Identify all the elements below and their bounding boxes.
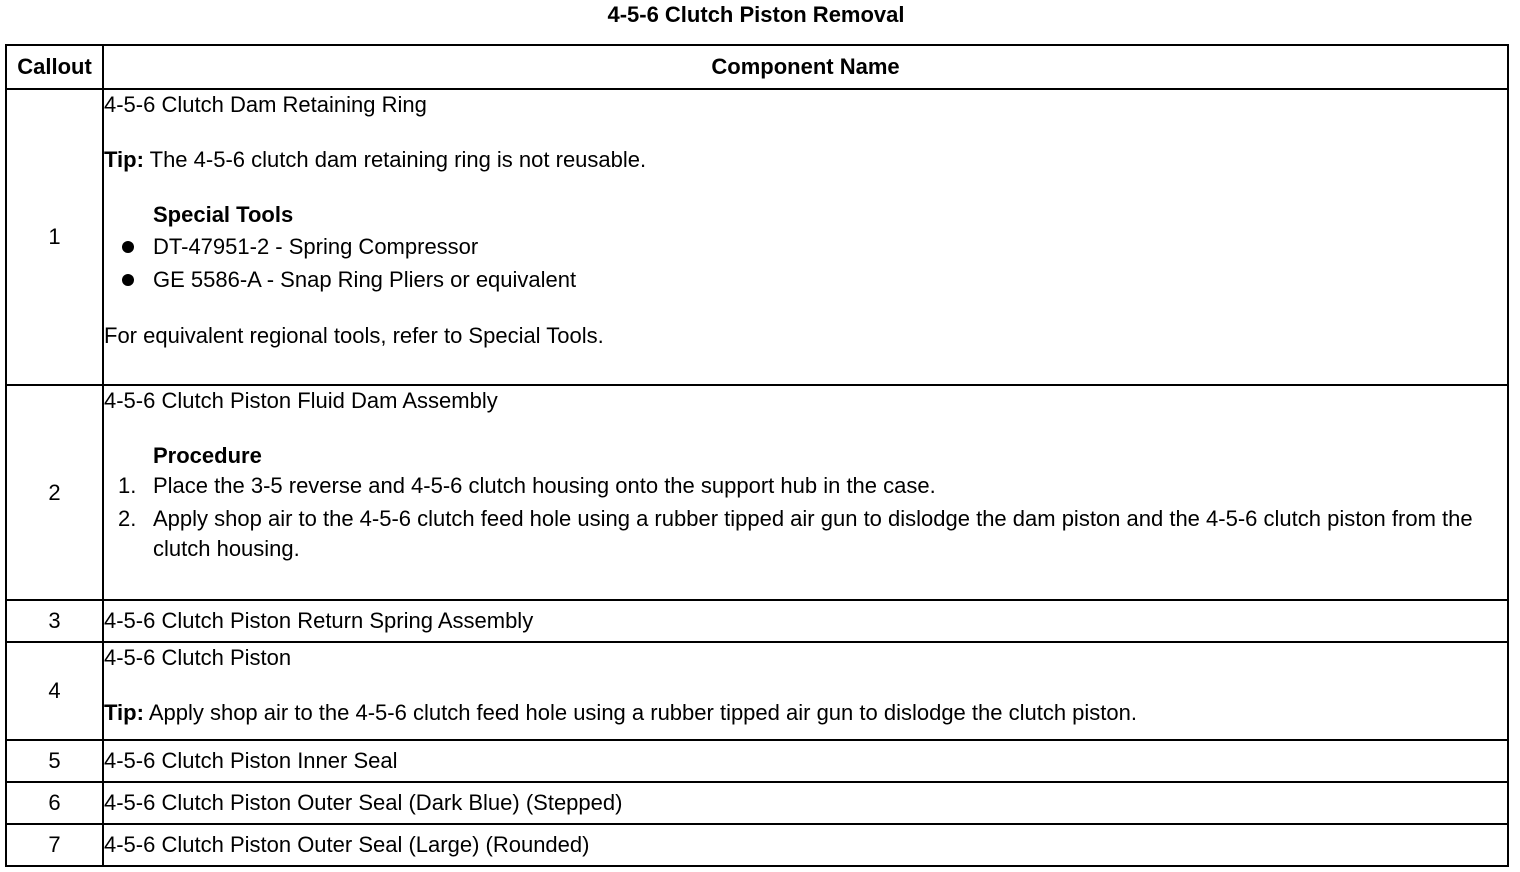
callout-table <box>5 44 1509 867</box>
list-item <box>104 471 1507 501</box>
callout-number: 2 <box>6 385 103 600</box>
table-row <box>6 600 1508 642</box>
component-name: 4-5-6 Clutch Piston <box>104 645 292 670</box>
special-tools-list <box>104 230 1507 296</box>
table-row <box>6 385 1508 600</box>
tip-label: Tip: <box>104 147 144 172</box>
tool-text: GE 5586-A - Snap Ring Pliers or equivalent <box>153 267 577 292</box>
component-name: 4-5-6 Clutch Piston Outer Seal (Dark Blue) (Stepped) <box>103 782 1508 824</box>
component-name: 4-5-6 Clutch Piston Fluid Dam Assembly <box>104 388 498 413</box>
component-name: 4-5-6 Clutch Dam Retaining Ring <box>104 92 427 117</box>
step-text: Apply shop air to the 4-5-6 clutch feed hole using a rubber tipped air gun to dislodge the dam piston and the 4-5-6 clutch piston from the clutch housing. <box>153 506 1473 561</box>
callout-number: 4 <box>6 642 103 740</box>
header-component-name: Component Name <box>103 45 1508 89</box>
step-number: 1. <box>118 473 137 498</box>
bullet-icon <box>122 241 134 253</box>
component-cell <box>103 385 1508 600</box>
component-name: 4-5-6 Clutch Piston Outer Seal (Large) (Rounded) <box>103 824 1508 866</box>
step-text: Place the 3-5 reverse and 4-5-6 clutch housing onto the support hub in the case. <box>153 473 936 498</box>
procedure-heading: Procedure <box>153 443 262 468</box>
table-row <box>6 824 1508 866</box>
component-cell <box>103 642 1508 740</box>
list-item <box>104 230 1507 263</box>
callout-number: 5 <box>6 740 103 782</box>
tip-text: Apply shop air to the 4-5-6 clutch feed hole using a rubber tipped air gun to dislodge the clutch piston. <box>143 700 1138 725</box>
callout-number: 7 <box>6 824 103 866</box>
tip-note <box>104 698 1507 728</box>
table-row <box>6 740 1508 782</box>
step-number: 2. <box>118 506 137 531</box>
list-item <box>104 504 1507 564</box>
callout-number: 6 <box>6 782 103 824</box>
page-title: 4-5-6 Clutch Piston Removal <box>607 2 905 27</box>
tip-text: The 4-5-6 clutch dam retaining ring is not reusable. <box>143 147 647 172</box>
tool-text: DT-47951-2 - Spring Compressor <box>153 234 479 259</box>
table-row <box>6 89 1508 385</box>
procedure-steps <box>104 471 1507 564</box>
table-header-row <box>6 45 1508 89</box>
special-tools-heading: Special Tools <box>153 202 294 227</box>
tip-note <box>104 145 1507 175</box>
tip-label: Tip: <box>104 700 144 725</box>
table-row <box>6 642 1508 740</box>
component-name: 4-5-6 Clutch Piston Return Spring Assembly <box>103 600 1508 642</box>
callout-number: 1 <box>6 89 103 385</box>
component-name: 4-5-6 Clutch Piston Inner Seal <box>103 740 1508 782</box>
callout-number: 3 <box>6 600 103 642</box>
component-cell <box>103 89 1508 385</box>
list-item <box>104 263 1507 296</box>
bullet-icon <box>122 274 134 286</box>
regional-tools-note: For equivalent regional tools, refer to Special Tools. <box>104 323 604 348</box>
header-callout: Callout <box>6 45 103 89</box>
table-row <box>6 782 1508 824</box>
